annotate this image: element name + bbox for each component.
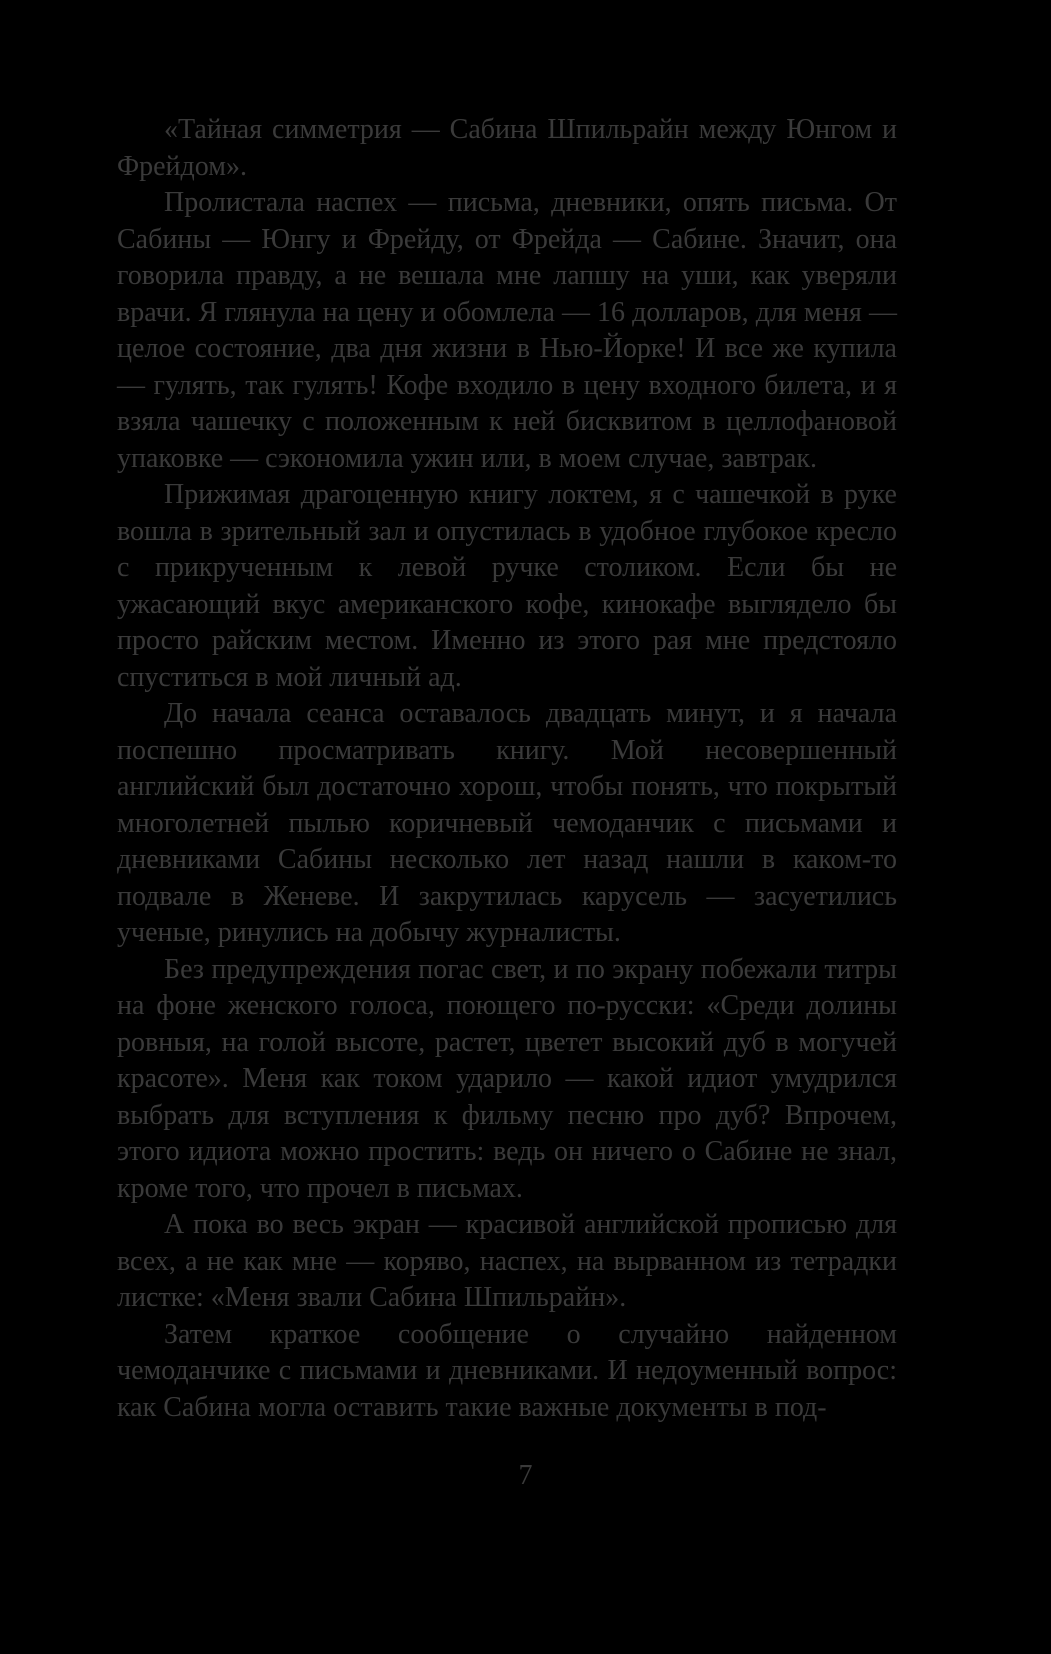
paragraph: Прижимая драгоценную книгу локтем, я с чашечкой в руке вошла в зрительный зал и опустилась в удобное глубокое кресло с прикрученным к левой ручке столиком. Если бы не ужасающий вкус американского кофе, кинокафе выглядело бы просто райским местом. Именно из этого рая мне предстояло спуститься в мой личный ад. xyxy=(117,479,897,693)
paragraph: Без предупреждения погас свет, и по экрану побежали титры на фоне женского голоса, поющего по-русски: «Среди долины ровныя, на голой высоте, растет, цветет высокий дуб в могучей красоте». Меня как током ударило — какой идиот умудрился выбрать для вступления к фильму песню про дуб? Впрочем, этого идиота можно простить: ведь он ничего о Сабине не знал, кроме того, что прочел в письмах. xyxy=(117,953,897,1204)
paragraph: Затем краткое сообщение о случайно найденном чемоданчике с письмами и дневниками. И недоуменный вопрос: как Сабина могла оставить такие важные документы в под- xyxy=(117,1318,897,1423)
paragraph: «Тайная симметрия — Сабина Шпильрайн между Юнгом и Фрейдом». xyxy=(117,114,897,182)
paragraph: До начала сеанса оставалось двадцать минут, и я начала поспешно просматривать книгу. Мой несовершенный английский был достаточно хорош, чтобы понять, что покрытый многолетней пылью коричневый чемоданчик с письмами и дневниками Сабины несколько лет назад нашли в каком-то подвале в Женеве. И закрутилась карусель — засуетились ученые, ринулись на добычу журналисты. xyxy=(117,698,897,948)
page-number: 7 xyxy=(518,1460,533,1491)
body-text xyxy=(117,112,897,1426)
paragraph: Пролистала наспех — письма, дневники, опять письма. От Сабины — Юнгу и Фрейду, от Фрейда — Сабине. Значит, она говорила правду, а не вешала мне лапшу на уши, как уверяли врачи. Я глянула на цену и обомлела — 16 долларов, для меня — целое состояние, два дня жизни в Нью-Йорке! И все же купила — гулять, так гулять! Кофе входило в цену входного билета, и я взяла чашечку с положенным к ней бисквитом в целлофановой упаковке — сэкономила ужин или, в моем случае, завтрак. xyxy=(117,187,897,474)
paragraph: А пока во весь экран — красивой английской прописью для всех, а не как мне — коряво, наспех, на вырванном из тетрадки листке: «Меня звали Сабина Шпильрайн». xyxy=(117,1209,897,1313)
